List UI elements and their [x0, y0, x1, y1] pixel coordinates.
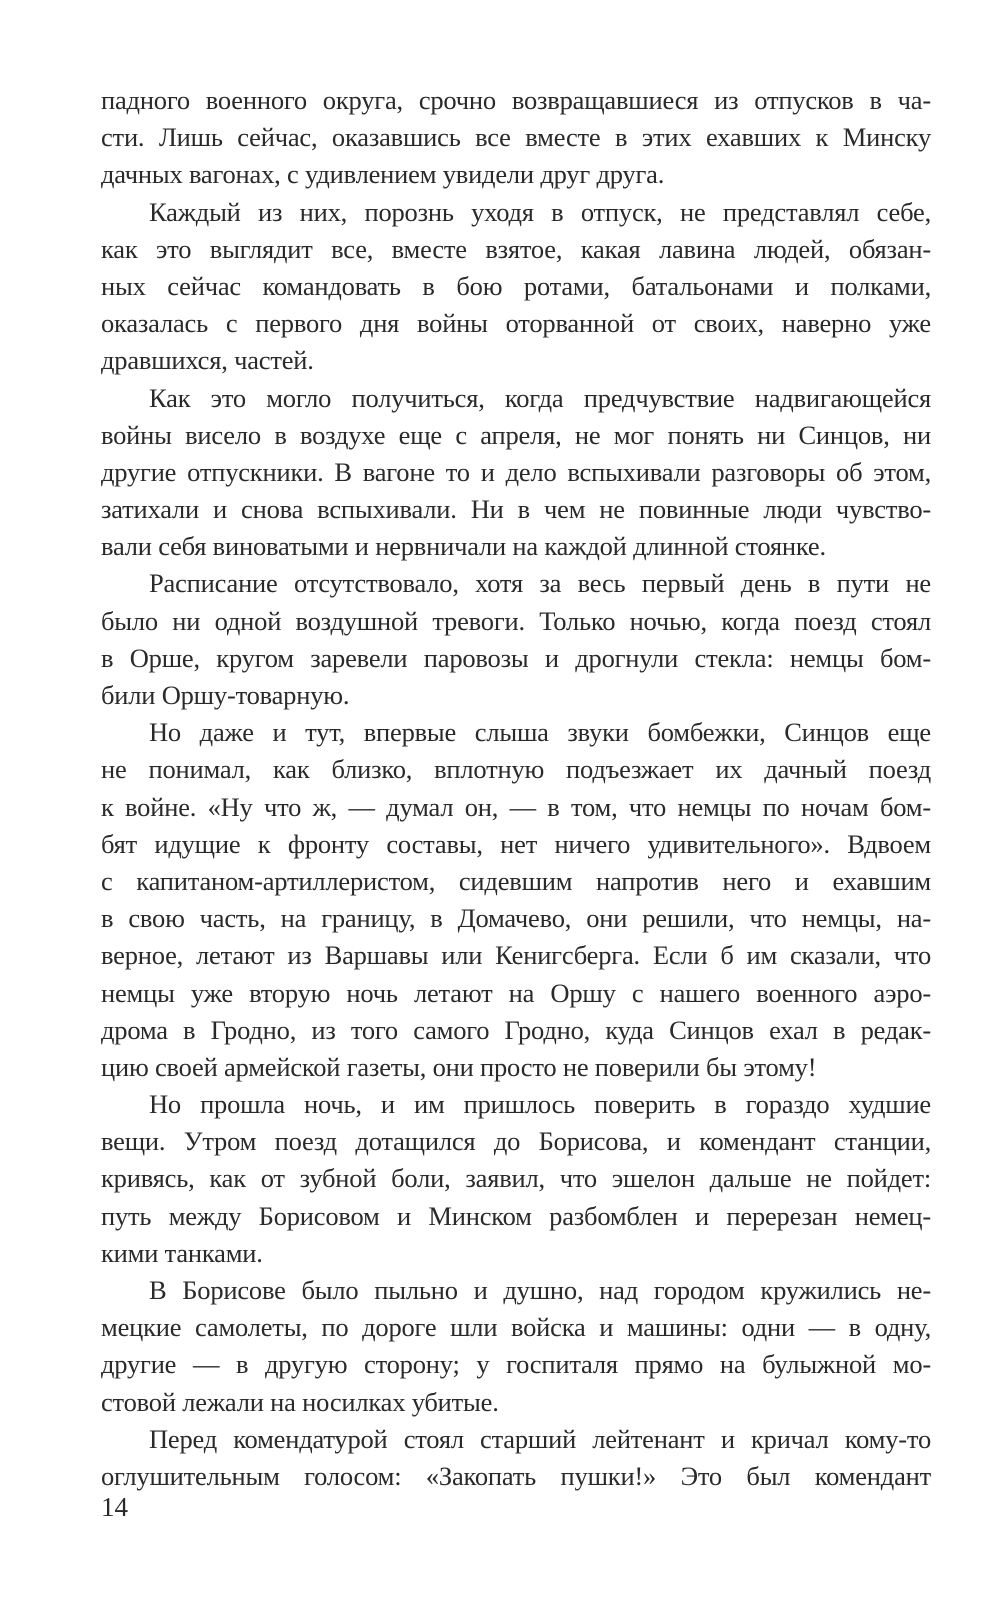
text-line: мецкие самолеты, по дороге шли войска и машины: одни — в одну, [101, 1312, 931, 1343]
text-line: кривясь, как от зубной боли, заявил, что эшелон дальше не пойдет: [101, 1163, 931, 1194]
text-line: вещи. Утром поезд дотащился до Борисова, и комендант станции, [101, 1126, 931, 1157]
text-line: сти. Лишь сейчас, оказавшись все вместе в этих ехавших к Минску [101, 122, 931, 153]
text-line: не понимал, как близко, вплотную подъезжает их дачный поезд [101, 754, 931, 785]
text-line: в Орше, кругом заревели паровозы и дрогнули стекла: немцы бом- [101, 642, 931, 673]
text-line: другие — в другую сторону; у госпиталя прямо на булыжной мо- [101, 1349, 931, 1380]
paragraph [101, 194, 931, 380]
text-line: войны висело в воздухе еще с апреля, не мог понять ни Синцов, ни [101, 419, 931, 450]
page-body-text [101, 82, 931, 1495]
text-line: дравшихся, частей. [101, 345, 314, 376]
text-line: В Борисове было пыльно и душно, над городом кружились не- [149, 1275, 931, 1305]
paragraph [101, 714, 931, 1086]
text-line: цию своей армейской газеты, они просто не поверили бы этому! [101, 1051, 817, 1082]
text-line: Расписание отсутствовало, хотя за весь первый день в пути не [149, 568, 931, 599]
text-line: верное, летают из Варшавы или Кенигсберга. Если б им сказали, что [101, 940, 931, 971]
text-line: другие отпускники. В вагоне то и дело вспыхивали разговоры об этом, [101, 456, 931, 487]
text-line: оказалась с первого дня войны оторванной от своих, наверно уже [101, 308, 931, 339]
paragraph [101, 82, 931, 194]
text-line: Как это могло получиться, когда предчувствие надвигающейся [149, 382, 931, 413]
paragraph [101, 1272, 931, 1421]
text-line: Но прошла ночь, и им пришлось поверить в гораздо худшие [149, 1089, 931, 1120]
text-line: стовой лежали на носилках убитые. [101, 1386, 499, 1417]
text-line: Перед комендатурой стоял старший лейтенант и кричал кому-то [149, 1423, 931, 1454]
text-line: дачных вагонах, с удивлением увидели друг друга. [101, 159, 665, 190]
text-line: оглушительным голосом: «Закопать пушки!» Это был комендант [101, 1460, 931, 1491]
text-line: было ни одной воздушной тревоги. Только ночью, когда поезд стоял [101, 605, 931, 636]
paragraph [101, 380, 931, 566]
text-line: бят идущие к фронту составы, нет ничего удивительного». Вдвоем [101, 828, 931, 859]
text-line: как это выглядит все, вместе взятое, какая лавина людей, обязан- [101, 233, 931, 264]
text-line: путь между Борисовом и Минском разбомблен и перерезан немец- [101, 1200, 931, 1231]
text-line: Каждый из них, порознь уходя в отпуск, не представлял себе, [149, 196, 931, 227]
paragraph [101, 1086, 931, 1272]
text-line: били Оршу-товарную. [101, 680, 350, 710]
text-line: затихали и снова вспыхивали. Ни в чем не повинные люди чувство- [101, 494, 931, 525]
text-line: Но даже и тут, впервые слыша звуки бомбежки, Синцов еще [149, 717, 931, 748]
text-line: немцы уже вторую ночь летают на Оршу с нашего военного аэро- [101, 977, 931, 1008]
paragraph [101, 1421, 931, 1495]
text-line: вали себя виноватыми и нервничали на каждой длинной стоянке. [101, 531, 826, 562]
text-line: кими танками. [101, 1237, 263, 1268]
text-line: с капитаном-артиллеристом, сидевшим напротив него и ехавшим [101, 865, 931, 896]
text-line: к войне. «Ну что ж, — думал он, — в том, что немцы по ночам бом- [101, 791, 931, 822]
text-line: ных сейчас командовать в бою ротами, батальонами и полками, [101, 270, 931, 301]
text-line: дрома в Гродно, из того самого Гродно, куда Синцов ехал в редак- [101, 1014, 931, 1045]
text-line: в свою часть, на границу, в Домачево, они решили, что немцы, на- [101, 903, 931, 934]
page-number: 14 [101, 1492, 128, 1522]
paragraph [101, 565, 931, 714]
text-line: падного военного округа, срочно возвращавшиеся из отпусков в ча- [101, 85, 931, 115]
